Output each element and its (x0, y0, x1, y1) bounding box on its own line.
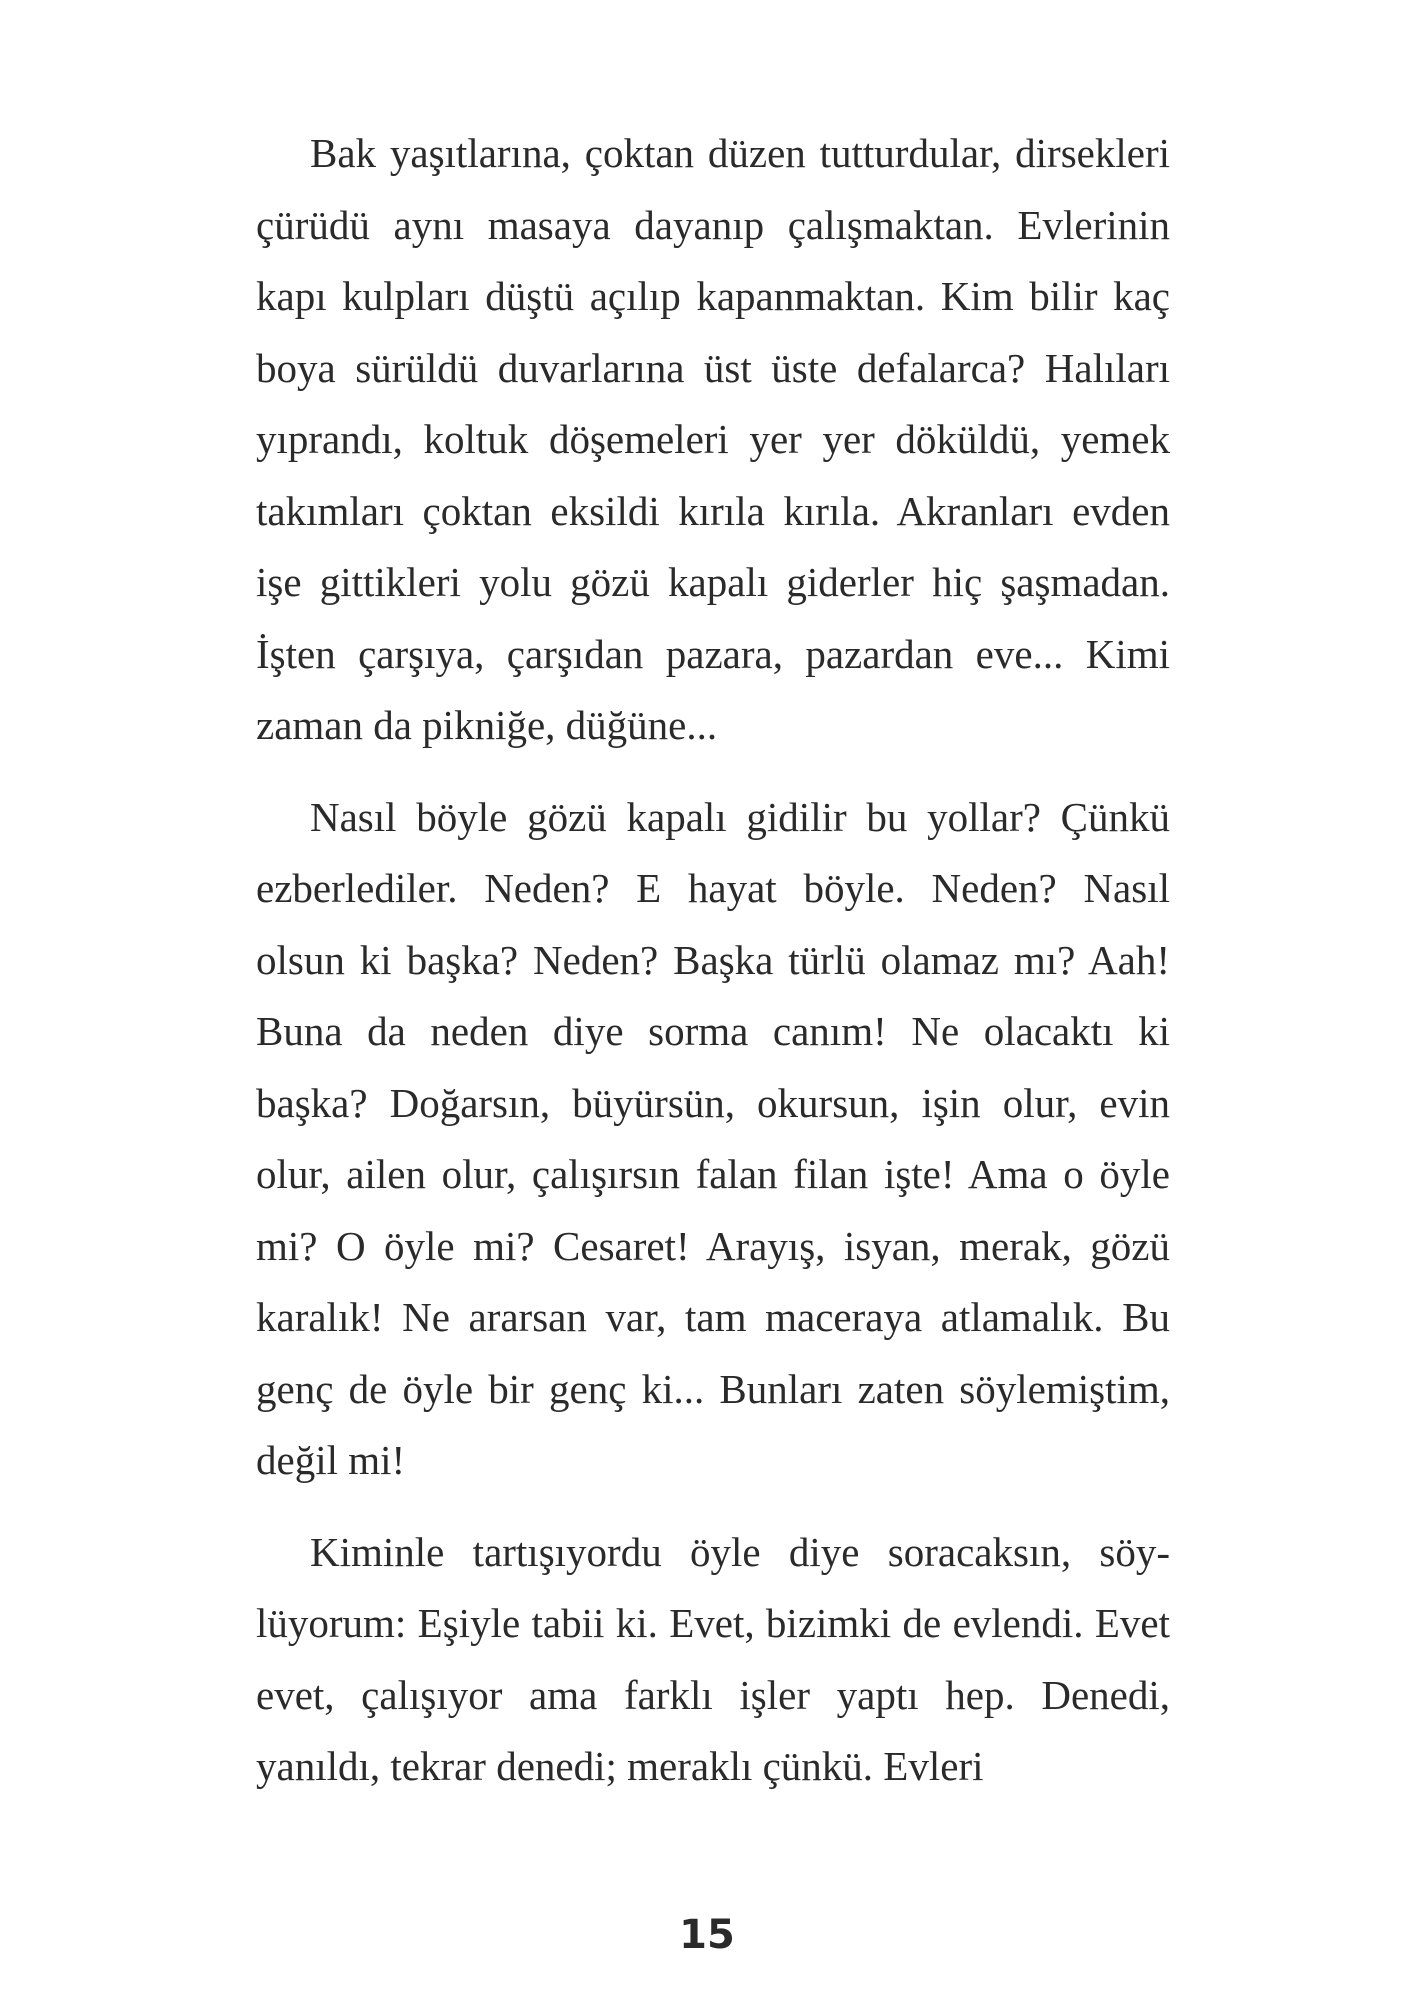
page-number: 15 (679, 1912, 735, 1958)
body-text (256, 118, 1170, 1803)
paragraph-2: Nasıl böyle gözü kapalı gidilir bu yollar? Çünkü ezberlediler. Neden? E hayat böyle. Neden? Nasıl olsun ki başka? Neden? Başka türlü olamaz mı? Aah! Buna da neden diye sorma canım! Ne olacaktı ki başka? Doğarsın, büyürsün, okursun, işin olur, evin olur, ailen olur, çalışırsın falan filan işte! Ama o öyle mi? O öyle mi? Cesaret! Arayış, isyan, merak, gözü karalık! Ne ararsan var, tam maceraya atlamalık. Bu genç de öyle bir genç ki... Bunları zaten söylemiştim, değil mi! (256, 793, 1170, 1483)
paragraph-1: Bak yaşıtlarına, çoktan düzen tutturdular, dirsekleri çürüdü aynı masaya dayanıp çalışmaktan. Evlerinin kapı kulpları düştü açılıp kapanmaktan. Kim bilir kaç boya sürüldü duvarlarına üst üste defalarca? Halıları yıprandı, koltuk döşemeleri yer yer döküldü, yemek takımları çoktan eksildi kırıla kırıla. Akranları evden işe gittikleri yolu gözü kapalı giderler hiç şaşmadan. İşten çarşıya, çarşıdan pazara, pazardan eve... Kimi zaman da pikniğe, düğüne... (256, 130, 1170, 748)
paragraph-3: Kiminle tartışıyordu öyle diye soracaksın, söylüyorum: Eşiyle tabii ki. Evet, bizimki de evlendi. Evet evet, çalışıyor ama farklı işler yaptı hep. Denedi, yanıldı, tekrar denedi; meraklı çünkü. Evleri (256, 1528, 1170, 1789)
